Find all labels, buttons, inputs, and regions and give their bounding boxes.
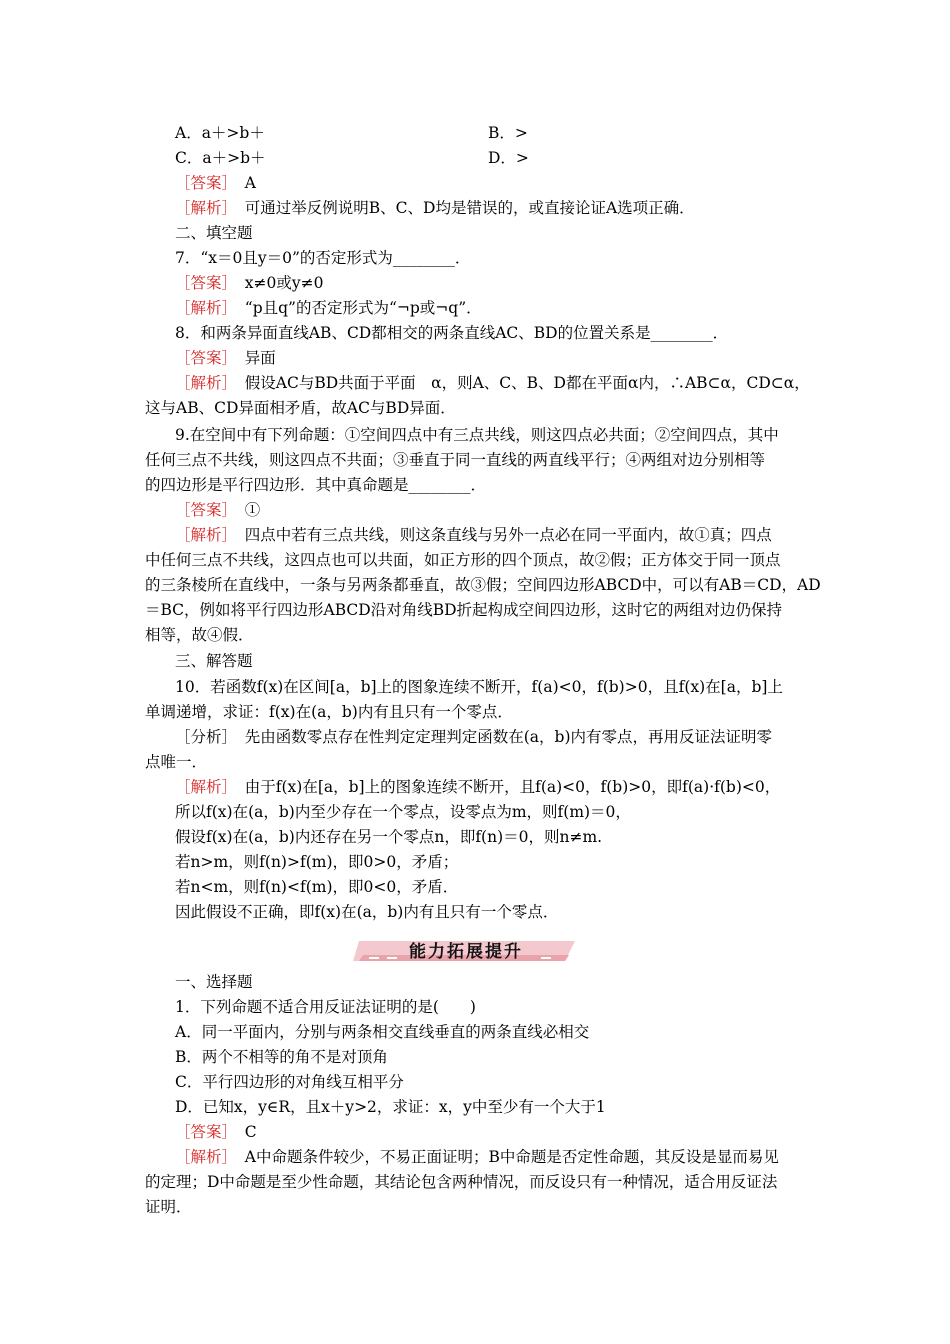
text-line	[145, 1172, 777, 1192]
line-text: x≠0或y≠0	[229, 274, 324, 292]
line-text: 9.在空间中有下列命题：①空间四点中有三点共线，则这四点必共面；②空间四点，其中	[175, 426, 779, 444]
line-text: 证明．	[145, 1198, 192, 1216]
text-line	[175, 827, 602, 847]
line-text: 中任何三点不共线，这四点也可以共面，如正方形的四个顶点，故②假；正方体交于同一顶点	[145, 551, 781, 569]
text-line	[175, 677, 783, 697]
line-text: 这与AB、CD异面相矛盾，故AC与BD异面．	[145, 399, 456, 417]
text-line	[175, 727, 772, 747]
text-line	[175, 173, 256, 193]
text-line	[145, 550, 781, 570]
text-line	[145, 702, 513, 722]
answer-tag: ［答案］	[175, 349, 230, 367]
text-line	[175, 852, 458, 872]
line-text: 一、选择题	[175, 973, 253, 991]
answer-tag: ［解析］	[175, 1148, 230, 1166]
line-text: C．平行四边形的对角线互相平分	[175, 1073, 404, 1091]
text-line	[175, 802, 631, 822]
line-text: ＝BC，例如将平行四边形ABCD沿对角线BD折起构成空间四边形，这时它的两组对边仍保持	[145, 601, 783, 619]
line-text: 1．下列命题不适合用反证法证明的是( )	[175, 998, 476, 1016]
text-line	[175, 500, 260, 520]
line-text: B．两个不相等的角不是对顶角	[175, 1048, 388, 1066]
line-text: C．a＋>b＋	[175, 149, 266, 167]
line-text: 10．若函数f(x)在区间[a，b]上的图象连续不断开，f(a)<0，f(b)>0，且f(x)在[a，b]上	[175, 678, 783, 696]
banner-title: 能力拓展提升	[409, 942, 523, 962]
text-line	[175, 273, 323, 293]
line-text: A中命题条件较少，不易正面证明；B中命题是否定性命题，其反设是显而易见	[229, 1148, 779, 1166]
line-text: 单调递增，求证：f(x)在(a，b)内有且只有一个零点．	[145, 703, 513, 721]
text-line	[175, 373, 810, 393]
text-line	[175, 972, 253, 992]
line-text: A．a＋>b＋	[175, 124, 265, 142]
line-text: 假设f(x)在(a，b)内还存在另一个零点n，即f(n)＝0，则n≠m.	[175, 828, 603, 846]
text-line	[145, 625, 254, 645]
line-text: “p且q”的否定形式为“¬p或¬q”．	[229, 299, 482, 317]
option-text: D．>	[488, 149, 529, 167]
text-line	[175, 1122, 257, 1142]
line-text: ［分析］ 先由函数零点存在性判定定理判定函数在(a，b)内有零点，再用反证法证明零	[175, 728, 773, 746]
line-text: 的定理；D中命题是至少性命题，其结论包含两种情况，而反设只有一种情况，适合用反证法	[145, 1173, 778, 1191]
text-line	[145, 398, 456, 418]
line-text: 的三条棱所在直线中，一条与另两条都垂直，故③假；空间四边形ABCD中，可以有AB＝CD，AD	[145, 576, 821, 594]
text-line	[175, 1097, 606, 1117]
text-line	[175, 902, 558, 922]
text-line	[145, 475, 486, 495]
answer-tag: ［解析］	[175, 778, 230, 796]
text-line	[175, 323, 728, 343]
answer-tag: ［答案］	[175, 1123, 230, 1141]
line-text: A	[229, 174, 256, 192]
line-text: 点唯一．	[145, 753, 208, 771]
text-line	[145, 575, 821, 595]
text-line	[175, 1147, 779, 1167]
text-line	[175, 1047, 388, 1067]
line-text: 所以f(x)在(a，b)内至少存在一个零点，设零点为m，则f(m)＝0，	[175, 803, 631, 821]
text-line	[175, 1022, 589, 1042]
text-line	[175, 525, 772, 545]
line-text: A．同一平面内，分别与两条相交直线垂直的两条直线必相交	[175, 1023, 590, 1041]
text-line	[145, 600, 782, 620]
line-text: C	[229, 1123, 257, 1141]
line-text: 可通过举反例说明B、C、D均是错误的，或直接论证A选项正确．	[229, 199, 695, 217]
line-text: 8．和两条异面直线AB、CD都相交的两条直线AC、BD的位置关系是________．	[175, 324, 729, 342]
text-line	[175, 298, 482, 318]
line-text: 若n>m，则f(n)>f(m)，即0>0，矛盾；	[175, 853, 459, 871]
text-line	[145, 1197, 192, 1217]
answer-tag: ［解析］	[175, 199, 230, 217]
answer-tag: ［解析］	[175, 299, 230, 317]
line-text: 三、解答题	[175, 652, 253, 670]
answer-tag: ［答案］	[175, 501, 230, 519]
text-line	[175, 425, 779, 445]
line-text: 假设AC与BD共面于平面 α，则A、C、B、D都在平面α内，∴AB⊂α，CD⊂α，	[229, 374, 810, 392]
line-text: 由于f(x)在[a，b]上的图象连续不断开，且f(a)<0，f(b)>0，即f(a)·f(b)<0，	[229, 778, 781, 796]
text-line	[175, 1072, 404, 1092]
answer-tag: ［解析］	[175, 526, 230, 544]
line-text: 7．“x＝0且y＝0”的否定形式为________．	[175, 249, 471, 267]
text-line	[145, 450, 765, 470]
text-line	[175, 651, 253, 671]
line-text: 四点中若有三点共线，则这条直线与另外一点必在同一平面内，故①真；四点	[229, 526, 772, 544]
option-text: B．>	[488, 124, 528, 142]
text-line	[175, 123, 265, 143]
text-line	[145, 752, 207, 772]
answer-tag: ［解析］	[175, 374, 230, 392]
text-line	[175, 198, 695, 218]
line-text: 若n<m，则f(n)<f(m)，即0<0，矛盾．	[175, 878, 459, 896]
answer-tag: ［答案］	[175, 174, 230, 192]
text-line	[175, 223, 253, 243]
text-line	[175, 877, 458, 897]
line-text: 任何三点不共线，则这四点不共面；③垂直于同一直线的两直线平行；④两组对边分别相等	[145, 451, 766, 469]
text-line	[175, 997, 476, 1017]
line-text: 的四边形是平行四边形．其中真命题是________．	[145, 476, 487, 494]
line-text: ①	[229, 501, 261, 519]
line-text: 相等，故④假．	[145, 626, 254, 644]
text-line	[175, 248, 470, 268]
line-text: D．已知x，y∈R，且x＋y>2，求证：x，y中至少有一个大于1	[175, 1098, 606, 1116]
text-line	[175, 348, 276, 368]
line-text: 因此假设不正确，即f(x)在(a，b)内有且只有一个零点．	[175, 903, 559, 921]
text-line	[175, 148, 266, 168]
section-banner	[353, 935, 579, 963]
line-text: 异面	[229, 349, 276, 367]
answer-tag: ［答案］	[175, 274, 230, 292]
text-line	[175, 777, 780, 797]
line-text: 二、填空题	[175, 224, 253, 242]
